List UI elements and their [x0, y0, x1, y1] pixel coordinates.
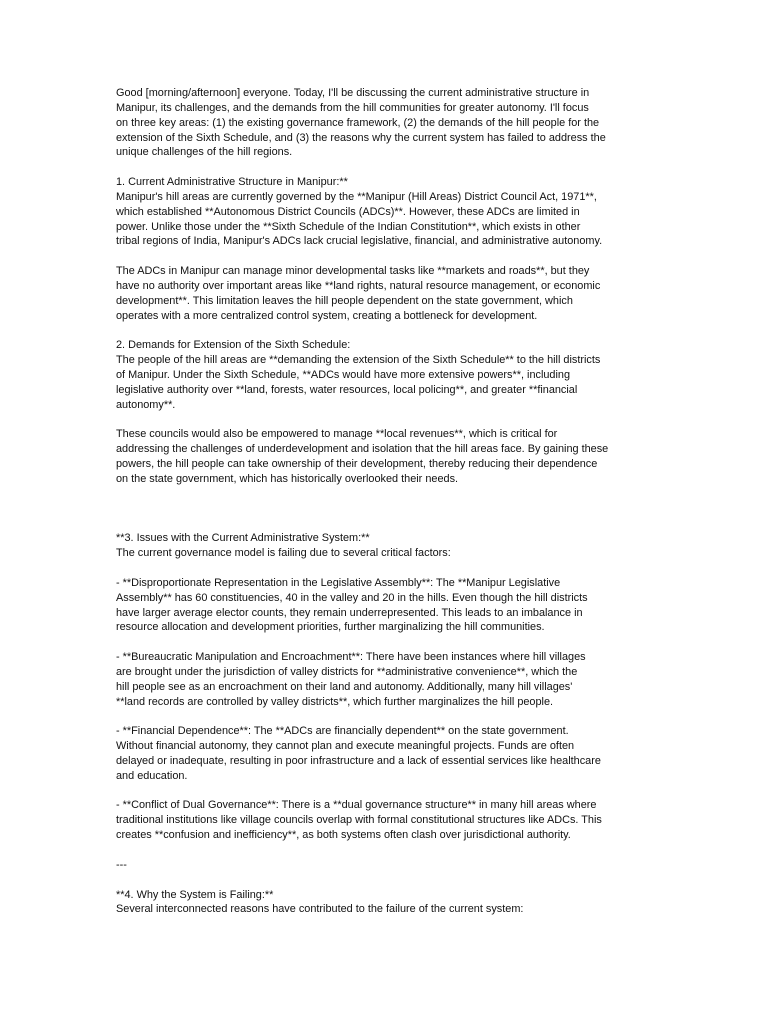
section-1-line: operates with a more centralized control system, creating a bottleneck for development. — [116, 309, 538, 322]
section-3-line: The current governance model is failing due to several critical factors: — [116, 547, 451, 560]
bullet-line: - **Conflict of Dual Governance**: There is a **dual governance structure** in many hill areas where — [116, 799, 597, 812]
blank-line — [116, 635, 658, 650]
section-4-heading: **4. Why the System is Failing:** — [116, 888, 274, 901]
intro-line: Manipur, its challenges, and the demands from the hill communities for greater autonomy. I'll focus — [116, 101, 589, 114]
bullet-line: Without financial autonomy, they cannot plan and execute meaningful projects. Funds are often — [116, 740, 575, 753]
blank-line — [116, 873, 658, 888]
section-1-line: Manipur's hill areas are currently governed by the **Manipur (Hill Areas) District Council Act, 1971**, — [116, 190, 597, 203]
section-2-line: autonomy**. — [116, 398, 176, 411]
bullet-line: hill people see as an encroachment on their land and autonomy. Additionally, many hill villages' — [116, 680, 573, 693]
section-3-heading: **3. Issues with the Current Administrative System:** — [116, 532, 370, 545]
intro-line: Good [morning/afternoon] everyone. Today, I'll be discussing the current administrative structure in — [116, 87, 590, 99]
section-1-line: which established **Autonomous District Councils (ADCs)**. However, these ADCs are limited in — [116, 205, 580, 218]
section-2-line: addressing the challenges of underdevelopment and isolation that the hill areas face. By gaining these — [116, 443, 609, 456]
bullet-line: creates **confusion and inefficiency**, as both systems often clash over jurisdictional authority. — [116, 829, 571, 842]
section-2-line: on the state government, which has historically overlooked their needs. — [116, 472, 459, 485]
bullet-line: have larger average elector counts, they remain underrepresented. This leads to an imbalance in — [116, 606, 583, 619]
blank-line — [116, 160, 658, 175]
bullet-line: and education. — [116, 769, 188, 782]
bullet-line: traditional institutions like village councils overlap with formal constitutional structures like ADCs. This — [116, 814, 602, 827]
intro-line: unique challenges of the hill regions. — [116, 146, 293, 159]
section-2-line: legislative authority over **land, forests, water resources, local policing**, and greater **financial — [116, 383, 578, 396]
section-1-line: development**. This limitation leaves the hill people dependent on the state government, which — [116, 294, 573, 307]
blank-line — [116, 413, 658, 428]
blank-line — [116, 249, 658, 264]
bullet-line: - **Financial Dependence**: The **ADCs are financially dependent** on the state government. — [116, 725, 569, 738]
blank-gap — [116, 487, 658, 532]
section-2-line: These councils would also be empowered to manage **local revenues**, which is critical for — [116, 428, 558, 441]
blank-line — [116, 324, 658, 339]
bullet-line: **land records are controlled by valley districts**, which further marginalizes the hill people. — [116, 695, 554, 708]
bullet-line: - **Bureaucratic Manipulation and Encroachment**: There have been instances where hill villages — [116, 651, 586, 664]
section-1-line: have no authority over important areas like **land rights, natural resource management, or economic — [116, 279, 601, 292]
section-4-line: Several interconnected reasons have contributed to the failure of the current system: — [116, 903, 524, 916]
section-1-line: The ADCs in Manipur can manage minor developmental tasks like **markets and roads**, but they — [116, 265, 590, 278]
section-2-line: powers, the hill people can take ownership of their development, thereby reducing their dependence — [116, 458, 598, 471]
blank-line — [116, 561, 658, 576]
separator-line: --- — [116, 858, 127, 871]
section-1-line: power. Unlike those under the **Sixth Schedule of the Indian Constitution**, which exists in other — [116, 220, 581, 233]
intro-line: on three key areas: (1) the existing governance framework, (2) the demands of the hill people for the — [116, 116, 600, 129]
bullet-line: - **Disproportionate Representation in the Legislative Assembly**: The **Manipur Legislative — [116, 576, 561, 589]
section-1-heading: 1. Current Administrative Structure in Manipur:** — [116, 176, 348, 189]
intro-line: extension of the Sixth Schedule, and (3) the reasons why the current system has failed to address the — [116, 131, 606, 144]
bullet-line: resource allocation and development priorities, further marginalizing the hill communities. — [116, 621, 545, 634]
bullet-line: are brought under the jurisdiction of valley districts for **administrative convenience**, which the — [116, 665, 578, 678]
bullet-line: Assembly** has 60 constituencies, 40 in the valley and 20 in the hills. Even though the hill districts — [116, 591, 588, 604]
section-1-line: tribal regions of India, Manipur's ADCs lack crucial legislative, financial, and administrative autonomy. — [116, 235, 603, 248]
blank-line — [116, 843, 658, 858]
blank-line — [116, 709, 658, 724]
bullet-line: delayed or inadequate, resulting in poor infrastructure and a lack of essential services like healthcare — [116, 754, 601, 767]
blank-line — [116, 784, 658, 799]
section-2-line: The people of the hill areas are **demanding the extension of the Sixth Schedule** to the hill districts — [116, 354, 601, 367]
section-2-line: of Manipur. Under the Sixth Schedule, **ADCs would have more extensive powers**, including — [116, 369, 571, 382]
section-2-heading: 2. Demands for Extension of the Sixth Schedule: — [116, 339, 351, 352]
